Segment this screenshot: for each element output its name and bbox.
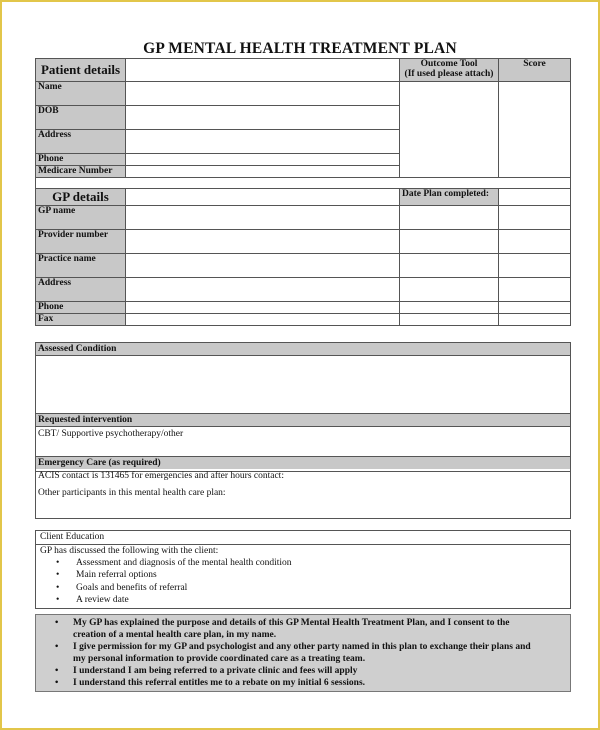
consent-list — [36, 617, 570, 689]
consent-line: • My GP has explained the purpose and details of this GP Mental Health Treatment Plan, and I consent to the — [73, 618, 510, 628]
client-education-intro: GP has discussed the following with the client: — [40, 546, 219, 556]
requested-intervention-text: CBT/ Supportive psychotherapy/other — [38, 429, 184, 439]
gp-name-extra-1[interactable] — [400, 206, 499, 230]
outcome-tool-label: Outcome Tool — [420, 59, 478, 69]
emergency-care-field[interactable] — [35, 470, 571, 519]
gp-address-field[interactable] — [126, 278, 400, 302]
list-item: • Assessment and diagnosis of the mental health condition — [76, 557, 570, 569]
practice-name-label: Practice name — [36, 254, 126, 278]
consent-line: creation of a mental health care plan, in my name. — [73, 630, 277, 640]
section-spacer — [36, 178, 571, 189]
provider-number-field[interactable] — [126, 230, 400, 254]
assessed-condition-field[interactable] — [36, 356, 570, 414]
score-field[interactable] — [499, 82, 571, 178]
consent-item — [73, 617, 570, 641]
gp-phone-label: Phone — [36, 302, 126, 314]
practice-name-extra-2[interactable] — [499, 254, 571, 278]
gp-address-extra-2[interactable] — [499, 278, 571, 302]
patient-header-blank — [126, 59, 400, 82]
gp-phone-extra-2[interactable] — [499, 302, 571, 314]
gp-address-label: Address — [36, 278, 126, 302]
consent-line: my personal information to provide coordinated care as a treating team. — [73, 654, 366, 664]
gp-name-field[interactable] — [126, 206, 400, 230]
gp-phone-field[interactable] — [126, 302, 400, 314]
provider-number-extra-1[interactable] — [400, 230, 499, 254]
name-field[interactable] — [126, 82, 400, 106]
name-label: Name — [36, 82, 126, 106]
outcome-tool-field[interactable] — [400, 82, 499, 178]
practice-name-field[interactable] — [126, 254, 400, 278]
gp-name-extra-2[interactable] — [499, 206, 571, 230]
consent-box — [35, 614, 571, 692]
consent-item: • I understand this referral entitles me to a rebate on my initial 6 sessions. — [73, 677, 570, 689]
acis-contact-text: ACIS contact is 131465 for emergencies and after hours contact: — [38, 471, 284, 481]
gp-phone-extra-1[interactable] — [400, 302, 499, 314]
patient-address-field[interactable] — [126, 130, 400, 154]
gp-address-extra-1[interactable] — [400, 278, 499, 302]
consent-item: • I understand I am being referred to a private clinic and fees will apply — [73, 665, 570, 677]
medicare-label: Medicare Number — [36, 166, 126, 178]
list-item: • Goals and benefits of referral — [76, 582, 570, 594]
provider-number-extra-2[interactable] — [499, 230, 571, 254]
emergency-care-label: Emergency Care (as required) — [36, 457, 570, 469]
list-item: • Main referral options — [76, 569, 570, 581]
page-title: GP MENTAL HEALTH TREATMENT PLAN — [143, 40, 457, 57]
list-item: • A review date — [76, 594, 570, 606]
outcome-tool-header — [400, 59, 499, 82]
requested-intervention-field[interactable] — [36, 427, 570, 457]
fax-extra-1[interactable] — [400, 314, 499, 326]
client-education-label: Client Education — [36, 531, 570, 545]
fax-extra-2[interactable] — [499, 314, 571, 326]
other-participants-text: Other participants in this mental health care plan: — [38, 488, 226, 498]
date-plan-label: Date Plan completed: — [400, 189, 499, 206]
consent-item — [73, 641, 570, 665]
score-header: Score — [499, 59, 571, 82]
dob-label: DOB — [36, 106, 126, 130]
client-education-list — [36, 557, 570, 607]
consent-line: • I give permission for my GP and psychologist and any other party named in this plan to exchange their plans and — [73, 642, 531, 652]
outcome-tool-note: (If used please attach) — [404, 69, 494, 79]
requested-intervention-label: Requested intervention — [36, 414, 570, 427]
provider-number-label: Provider number — [36, 230, 126, 254]
patient-address-label: Address — [36, 130, 126, 154]
fax-field[interactable] — [126, 314, 400, 326]
date-plan-field[interactable] — [499, 189, 571, 206]
patient-details-header: Patient details — [36, 59, 126, 82]
patient-phone-label: Phone — [36, 154, 126, 166]
assessed-condition-label: Assessed Condition — [36, 343, 570, 356]
dob-field[interactable] — [126, 106, 400, 130]
gp-details-header: GP details — [36, 189, 126, 206]
practice-name-extra-1[interactable] — [400, 254, 499, 278]
medicare-field[interactable] — [126, 166, 400, 178]
gp-name-label: GP name — [36, 206, 126, 230]
gp-header-blank — [126, 189, 400, 206]
details-table — [35, 58, 571, 326]
patient-phone-field[interactable] — [126, 154, 400, 166]
care-sections — [35, 342, 571, 472]
client-education-box — [35, 530, 571, 609]
fax-label: Fax — [36, 314, 126, 326]
